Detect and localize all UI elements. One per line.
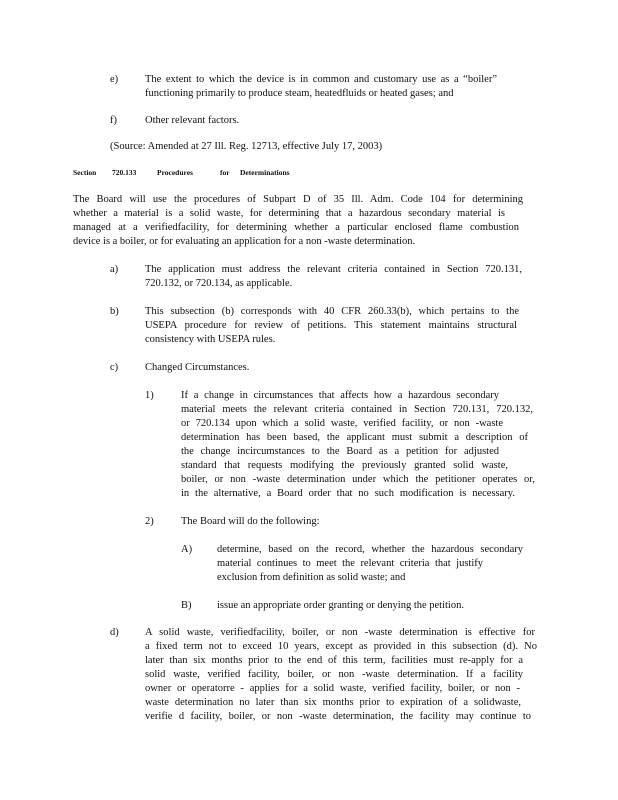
item-c2-text: The Board will do the following:: [181, 516, 320, 527]
item-c1-line-6: standard that requests modifying the previously granted solid waste,: [181, 460, 508, 471]
intro-line-2: whether a material is a solid waste, for determining that a hazardous secondary material is: [73, 208, 505, 219]
item-f-label: f): [110, 115, 117, 126]
intro-line-3: managed at a verifiedfacility, for determining whether a particular enclosed flame combustion: [73, 222, 519, 233]
item-e-label: e): [110, 74, 119, 85]
item-cA-label: A): [181, 544, 193, 555]
item-a-line-1: The application must address the relevant criteria contained in Section 720.131,: [145, 264, 522, 275]
item-cB-label: B): [181, 600, 192, 611]
item-c1-line-1: If a change in circumstances that affects how a hazardous secondary: [181, 390, 499, 401]
item-c1-label: 1): [145, 390, 154, 401]
item-c1-line-5: the change incircumstances to the Board as a petition for adjusted: [181, 446, 499, 457]
item-c-label: c): [110, 362, 119, 373]
source-note: (Source: Amended at 27 Ill. Reg. 12713, effective July 17, 2003): [110, 141, 383, 152]
item-d-line-3: later than six months prior to the end of this term, facilities must re-apply for a: [145, 655, 523, 666]
item-b-line-1: This subsection (b) corresponds with 40 CFR 260.33(b), which pertains to the: [145, 306, 519, 317]
item-d-line-5: owner or operatorre - applies for a solid waste, verified facility, boiler, or non -: [145, 683, 520, 694]
item-a-line-2: 720.132, or 720.134, as applicable.: [145, 278, 293, 289]
section-number: 720.133: [112, 168, 137, 177]
item-cB-text: issue an appropriate order granting or denying the petition.: [217, 600, 464, 611]
item-c1-line-2: material meets the relevant criteria contained in Section 720.131, 720.132,: [181, 404, 533, 415]
intro-line-1: The Board will use the procedures of Subpart D of 35 Ill. Adm. Code 104 for determining: [73, 194, 523, 205]
item-cA-line-2: material continues to meet the relevant criteria that justify: [217, 558, 483, 569]
section-title-procedures: Procedures: [157, 168, 193, 177]
item-d-line-2: a fixed term not to exceed 10 years, except as provided in this subsection (d). No: [145, 641, 537, 652]
item-cA-line-3: exclusion from definition as solid waste; and: [217, 572, 406, 583]
item-b-line-3: consistency with USEPA rules.: [145, 334, 276, 345]
item-e-line-2: functioning primarily to produce steam, heatedfluids or heated gases; and: [145, 88, 454, 99]
intro-line-4: device is a boiler, or for evaluating an application for a non -waste determination.: [73, 236, 416, 247]
section-label: Section: [73, 168, 97, 177]
item-c1-line-3: or 720.134 upon which a solid waste, verified facility, or non -waste: [181, 418, 503, 429]
section-title-for: for: [220, 168, 230, 177]
item-d-line-6: waste determination no later than six months prior to expiration of a solidwaste,: [145, 697, 521, 708]
item-d-label: d): [110, 627, 119, 638]
item-d-line-4: solid waste, verified facility, boiler, or non -waste determination. If a facility: [145, 669, 523, 680]
section-title-determinations: Determinations: [240, 168, 290, 177]
item-cA-line-1: determine, based on the record, whether the hazardous secondary: [217, 544, 523, 555]
item-a-label: a): [110, 264, 119, 275]
item-e-line-1: The extent to which the device is in common and customary use as a “boiler”: [145, 74, 497, 85]
item-c1-line-8: in the alternative, a Board order that no such modification is necessary.: [181, 488, 515, 499]
item-b-label: b): [110, 306, 119, 317]
item-c1-line-4: determination has been based, the applicant must submit a description of: [181, 432, 528, 443]
item-f-text: Other relevant factors.: [145, 115, 240, 126]
item-d-line-1: A solid waste, verifiedfacility, boiler, or non -waste determination is effective for: [145, 627, 535, 638]
item-d-line-7: verifie d facility, boiler, or non -waste determination, the facility may continue to: [145, 711, 531, 722]
item-b-line-2: USEPA procedure for review of petitions. This statement maintains structural: [145, 320, 517, 331]
item-c2-label: 2): [145, 516, 154, 527]
item-c1-line-7: boiler, or non -waste determination under which the petitioner operates or,: [181, 474, 535, 485]
item-c-text: Changed Circumstances.: [145, 362, 250, 373]
